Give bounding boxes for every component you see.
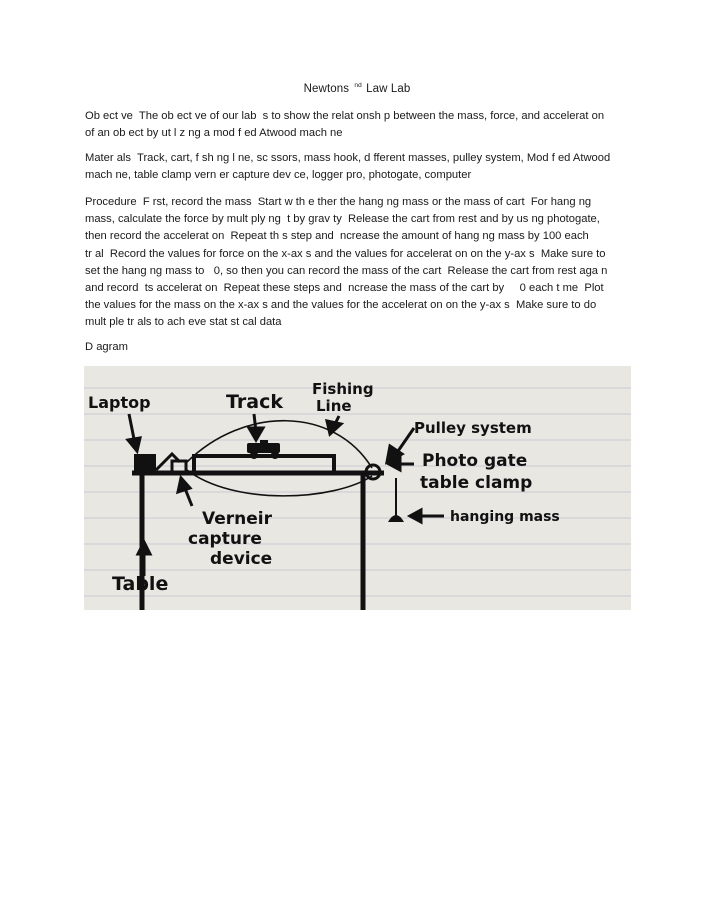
hanging-mass-shape [388, 515, 404, 522]
title-superscript: nd [354, 82, 362, 89]
page-title [0, 82, 714, 95]
diagram-image [84, 366, 631, 610]
label-fishing: Fishing [312, 380, 374, 398]
label-line: Line [316, 397, 352, 415]
label-pulley-system: Pulley system [414, 419, 532, 437]
label-laptop: Laptop [88, 393, 151, 412]
label-hanging-mass: hanging mass [450, 509, 560, 525]
title-end: Law Lab [366, 83, 411, 95]
label-photo-gate: Photo gate [422, 451, 528, 471]
paper-lines [84, 388, 631, 596]
label-device: device [210, 549, 273, 569]
objective-paragraph: Ob ect ve The ob ect ve of our lab s to show the relat onsh p between the mass, force, and accelerat on of an ob ect by ut l z ng a mod f ed Atwood mach ne [85, 110, 605, 140]
diagram-drawing [84, 366, 631, 610]
label-track: Track [226, 391, 283, 413]
label-table-clamp: table clamp [420, 473, 533, 493]
label-table: Table [112, 573, 169, 595]
title-main: Newtons [303, 83, 350, 95]
diagram-heading: D agram [85, 341, 128, 353]
label-verneir: Verneir [202, 509, 272, 529]
procedure-paragraph: Procedure F rst, record the mass Start w th e ther the hang ng mass or the mass of cart For hang ng mass, calculate the force by mult ply ng t by grav ty Release the cart from rest and by us ng photogate, then record the accelerat on Repeat th s step and ncrease the amount of hang ng mass by 100 each tr al Record the values for force on the x-ax s and the values for accelerat on on the y-ax s Make sure to set the hang ng mass to 0, so then you can record the mass of the cart Release the cart from rest aga n and record ts accelerat on Repeat these steps and ncrease the mass of the cart by 0 each t me Plot the values for the mass on the x-ax s and the values for the accelerat on on the y-ax s Make sure to do mult ple tr als to ach eve stat st cal data [85, 196, 608, 329]
fishing-line-shape [187, 421, 372, 496]
label-capture: capture [188, 529, 262, 549]
materials-paragraph: Mater als Track, cart, f sh ng l ne, sc ssors, mass hook, d fferent masses, pulley system, Mod f ed Atwood mach ne, table clamp vern er capture dev ce, logger pro, photogate, computer [85, 152, 611, 182]
track-shape [194, 456, 334, 473]
